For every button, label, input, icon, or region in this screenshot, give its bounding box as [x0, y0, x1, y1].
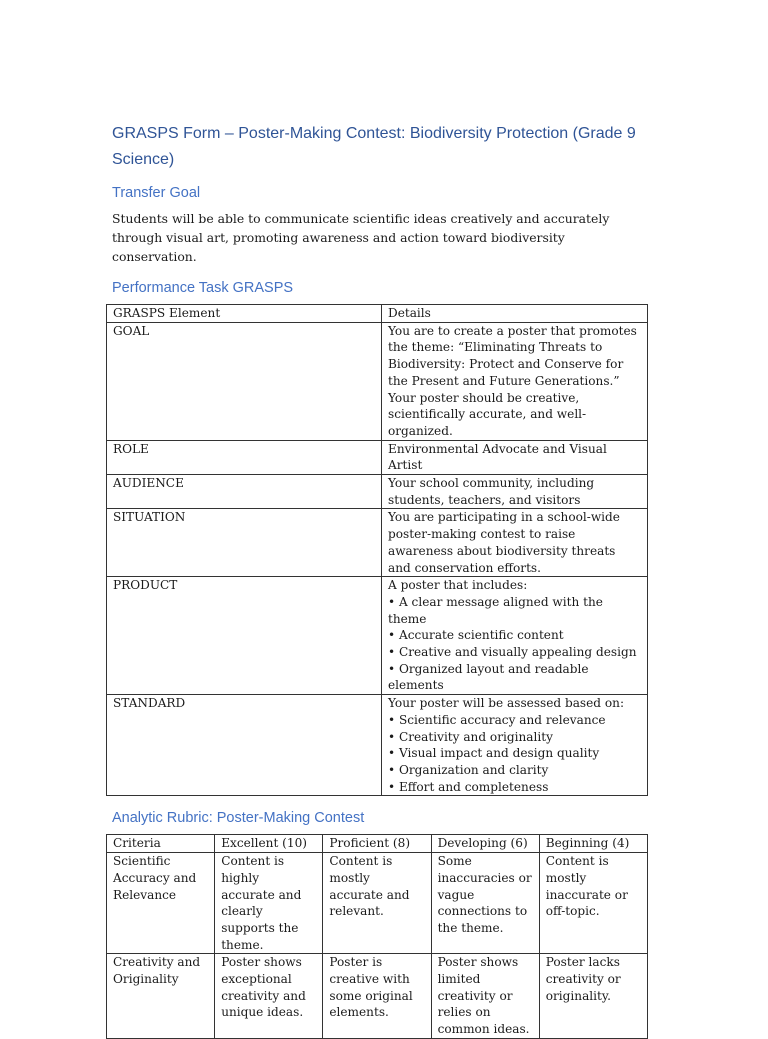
grasps-header-element: GRASPS Element — [107, 305, 382, 323]
details-line: • Effort and completeness — [388, 779, 549, 794]
table-row — [107, 475, 648, 509]
details-line: • Scientific accuracy and relevance — [388, 712, 606, 727]
rubric-table — [106, 834, 648, 1038]
grasps-element-cell: STANDARD — [107, 695, 382, 796]
grasps-header-details: Details — [382, 305, 648, 323]
details-line: Your school community, including students, teachers, and visitors — [388, 476, 595, 507]
rubric-cell: Content is highly accurate and clearly supports the theme. — [215, 853, 323, 954]
rubric-header-cell: Developing (6) — [431, 835, 539, 853]
rubric-cell: Poster lacks creativity or originality. — [539, 954, 647, 1039]
grasps-details-cell — [382, 475, 648, 509]
rubric-cell: Some inaccuracies or vague connections to the theme. — [431, 853, 539, 954]
details-line: • Organized layout and readable elements — [388, 661, 589, 693]
details-line: • Creativity and originality — [388, 729, 553, 744]
grasps-details-cell — [382, 509, 648, 577]
details-line: • Accurate scientific content — [388, 628, 564, 643]
rubric-header-cell: Proficient (8) — [323, 835, 431, 853]
details-line: • Creative and visually appealing design — [388, 645, 637, 660]
grasps-details-cell — [382, 577, 648, 695]
table-row — [107, 954, 648, 1039]
grasps-element-cell: SITUATION — [107, 509, 382, 577]
grasps-element-cell: GOAL — [107, 322, 382, 440]
grasps-details-cell — [382, 695, 648, 796]
transfer-goal-text: Students will be able to communicate scientific ideas creatively and accurately through visual art, promoting awareness and action toward biodiversity conservation. — [112, 211, 610, 264]
table-row — [107, 853, 648, 954]
rubric-cell: Content is mostly accurate and relevant. — [323, 853, 431, 954]
document-page — [112, 121, 652, 1039]
grasps-table — [106, 304, 648, 796]
grasps-header-row — [107, 305, 648, 323]
rubric-cell: Poster shows exceptional creativity and unique ideas. — [215, 954, 323, 1039]
table-row — [107, 509, 648, 577]
rubric-heading: Analytic Rubric: Poster-Making Contest — [112, 810, 365, 827]
details-line: Environmental Advocate and Visual Artist — [388, 441, 607, 473]
transfer-goal-heading: Transfer Goal — [112, 185, 201, 201]
grasps-details-cell — [382, 440, 648, 474]
rubric-cell: Content is mostly inaccurate or off-topic. — [539, 853, 647, 954]
grasps-element-cell: PRODUCT — [107, 577, 382, 695]
grasps-details-cell — [382, 322, 648, 440]
rubric-header-cell: Criteria — [107, 835, 215, 853]
rubric-cell: Poster shows limited creativity or relies on common ideas. — [431, 954, 539, 1039]
rubric-cell: Scientific Accuracy and Relevance — [107, 853, 215, 954]
rubric-header-cell: Beginning (4) — [539, 835, 647, 853]
details-line: • Visual impact and design quality — [388, 746, 600, 761]
table-row — [107, 577, 648, 695]
details-line: • A clear message aligned with the theme — [388, 594, 603, 626]
details-line: A poster that includes: — [388, 578, 528, 593]
details-line: • Organization and clarity — [388, 762, 549, 777]
details-line: Your poster will be assessed based on: — [388, 696, 625, 711]
table-row — [107, 440, 648, 474]
grasps-element-cell: AUDIENCE — [107, 475, 382, 509]
table-row — [107, 695, 648, 796]
performance-task-heading: Performance Task GRASPS — [112, 280, 294, 296]
grasps-element-cell: ROLE — [107, 440, 382, 474]
details-line: You are to create a poster that promotes the theme: “Eliminating Threats to Biodiversity: Protect and Conserve for the Present and Future Generations.” Your poster should be creative, scientifically accurate, and well-organized. — [388, 323, 637, 438]
rubric-cell: Poster is creative with some original elements. — [323, 954, 431, 1039]
rubric-cell: Creativity and Originality — [107, 954, 215, 1039]
document-title: GRASPS Form – Poster-Making Contest: Biodiversity Protection (Grade 9 Science) — [112, 125, 636, 168]
details-line: You are participating in a school-wide poster-making contest to raise awareness about biodiversity threats and conservation efforts. — [388, 510, 620, 575]
table-row — [107, 322, 648, 440]
rubric-header-cell: Excellent (10) — [215, 835, 323, 853]
rubric-header-row — [107, 835, 648, 853]
